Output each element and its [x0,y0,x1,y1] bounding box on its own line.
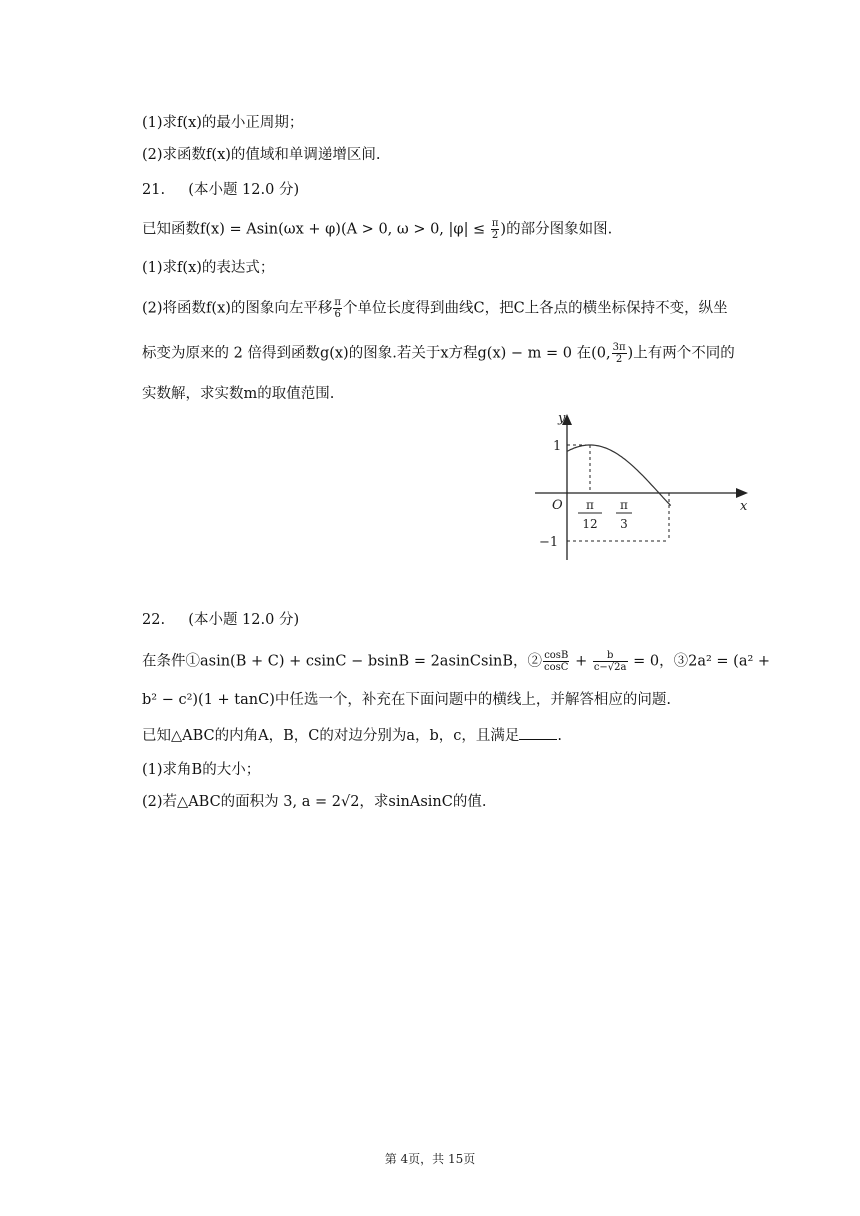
q21-stem-frac-num: π [491,218,499,229]
x-axis-label: x [740,499,748,514]
q21-part2-line3: 实数解，求实数m的取值范围. [142,386,335,402]
q21-stem-frac-den: 2 [491,230,499,241]
q21-part2-fraction2 [612,342,627,365]
q21-part2-frac-num: π [334,297,341,308]
q21-part2-line2 [142,342,735,365]
q21-part2-text-d: )上有两个不同的 [627,345,735,362]
page-footer: 第 4页，共 15页 [384,1152,476,1166]
q21-stem [142,218,612,241]
q21-part2-text-c: 标变为原来的 2 倍得到函数g(x)的图象.若关于x方程g(x) − m = 0 在(0, [142,345,611,362]
q21-stem-fraction [491,218,500,241]
q21-stem-text-b: )的部分图象如图. [500,221,613,238]
q22-plus: + [575,653,588,670]
q22-part1: (1)求角B的大小； [142,762,261,778]
origin-label: O [552,498,563,513]
q21-part2-text-a: (2)将函数f(x)的图象向左平移 [142,300,333,317]
q22-line3-text: 已知△ABC的内角A，B，C的对边分别为a，b，c，且满足 [142,728,520,744]
q22-part2: (2)若△ABC的面积为 3, a = 2√2，求sinAsinC的值. [142,794,487,810]
q22-header [142,610,299,630]
q21-part2-frac2-num: 3π [612,342,626,353]
q22-frac2-num: b [593,650,628,662]
answer-blank [519,725,557,740]
q22-fraction2 [593,650,628,673]
q22-line1-text-a: 在条件①asin(B + C) + csinC − bsinB = 2asinCsinB，② [142,653,543,670]
q21-part2-frac2-den: 2 [615,354,623,365]
tick2-numerator: π [620,498,628,512]
q21-part2-frac-den: 6 [334,309,341,320]
y-max-label: 1 [553,439,562,454]
q21-part2-text-b: 个单位长度得到曲线C，把C上各点的横坐标保持不变，纵坐 [342,300,728,317]
q22-line2: b² − c²)(1 + tanC)中任选一个，补充在下面问题中的横线上，并解答相应的问题. [142,692,671,708]
q22-number: 22. [142,612,166,628]
q21-part2-line1 [142,297,728,320]
q22-score: (本小题 12.0 分) [188,612,300,628]
q22-frac2-den: c−√2a [593,662,627,673]
q21-score: (本小题 12.0 分) [188,182,300,198]
tick1-numerator: π [586,498,594,512]
q21-part1: (1)求f(x)的表达式； [142,260,275,276]
q21-number: 21. [142,182,166,198]
y-axis-label: y [558,411,566,426]
q21-stem-text-a: 已知函数f(x) = Asin(ωx + φ)(A > 0, ω > 0, |φ| ≤ [142,221,490,238]
q20-part2: (2)求函数f(x)的值域和单调递增区间. [142,147,381,163]
y-min-label: −1 [539,535,559,550]
q22-frac1-num: cosB [544,650,569,661]
q21-part2-fraction [333,297,342,320]
sine-graph-figure [530,408,762,566]
q21-header [142,180,299,200]
q22-line3-period: . [557,728,563,744]
q22-line1 [142,650,770,673]
q22-line3 [142,725,562,746]
tick1-denominator: 12 [582,517,598,531]
q22-frac1-den: cosC [544,662,569,673]
q20-part1: (1)求f(x)的最小正周期； [142,115,304,131]
q22-fraction1 [543,650,569,673]
sine-curve [567,445,671,506]
tick2-denominator: 3 [620,517,628,531]
x-axis-arrow [736,488,748,498]
q22-line1-text-b: = 0，③2a² = (a² + [633,653,771,670]
